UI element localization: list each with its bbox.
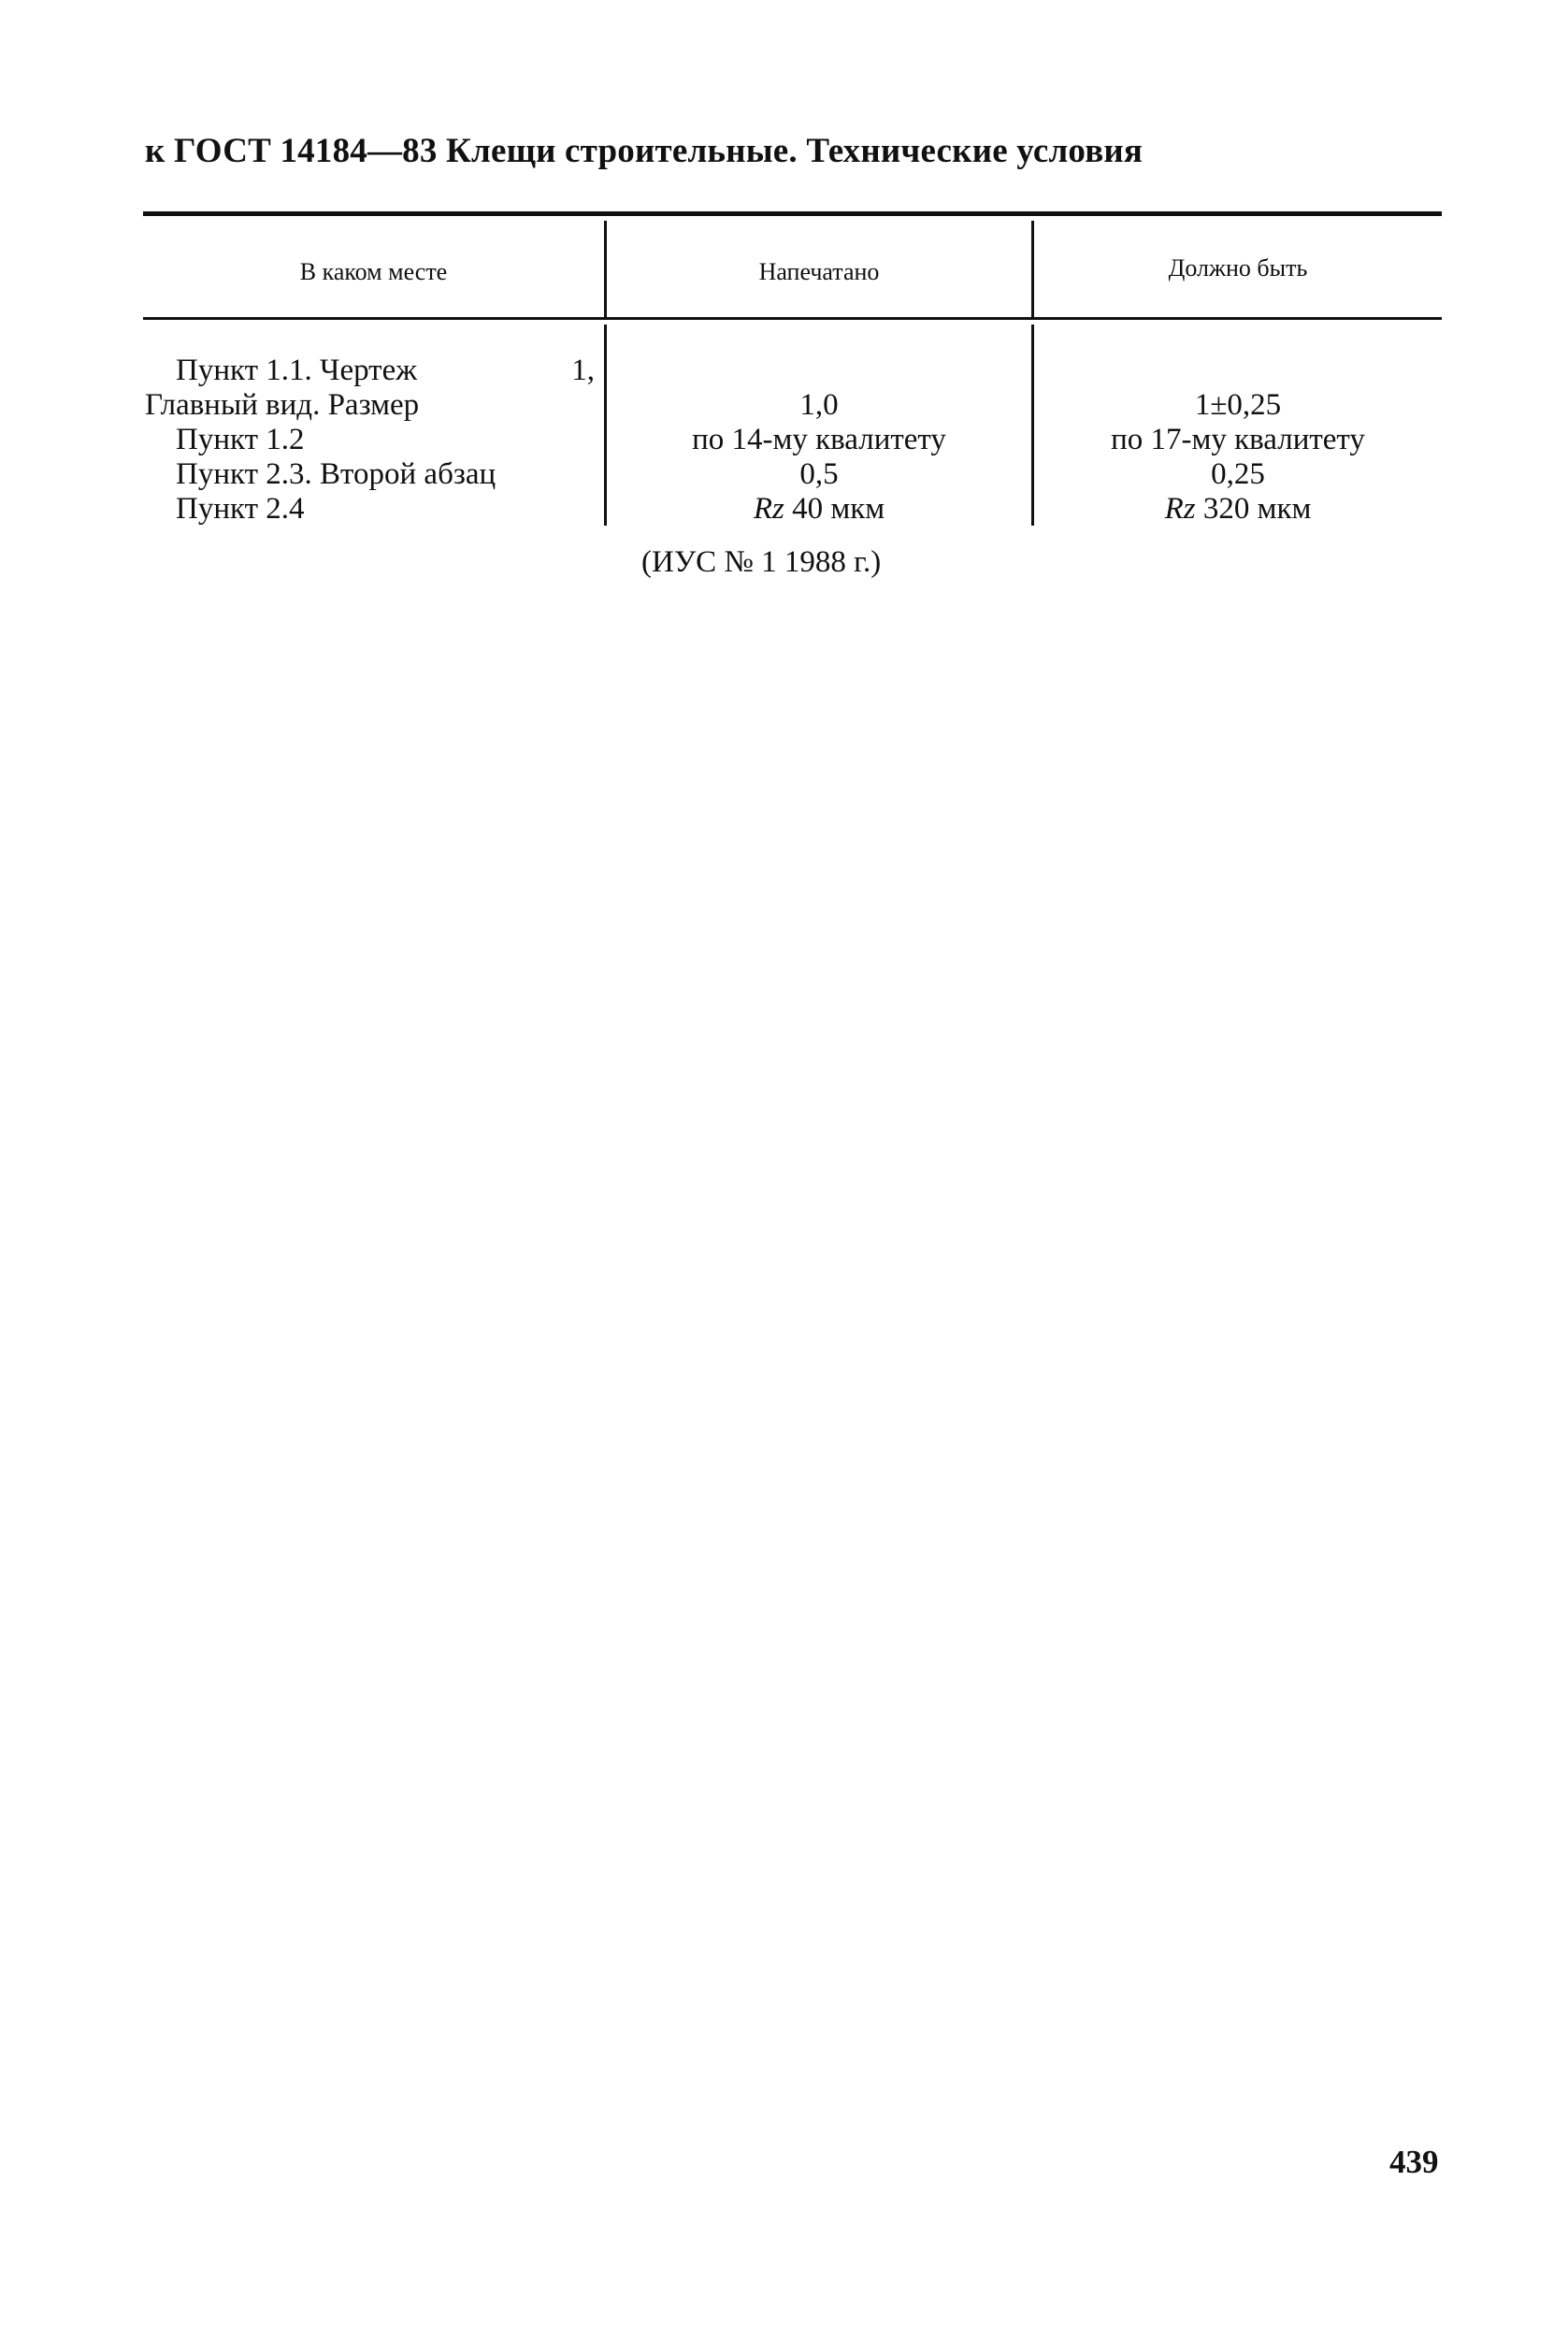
table-row-2-place: Пункт 1.2 xyxy=(176,423,305,456)
page-number: 439 xyxy=(1389,2144,1439,2180)
table-row-2-printed: по 14-му квалитету xyxy=(692,423,946,456)
source-note: (ИУС № 1 1988 г.) xyxy=(641,545,882,579)
table-row-1-place-line1-left: Пункт 1.1. Чертеж xyxy=(176,354,418,387)
table-row-3-printed: 0,5 xyxy=(799,457,839,491)
table-row-4-should-be-value: 320 мкм xyxy=(1195,492,1312,526)
table-row-4-printed-value: 40 мкм xyxy=(784,492,885,526)
table-row-4-printed xyxy=(608,492,1030,526)
table-row-4-should-be xyxy=(1034,492,1442,526)
table-row-4-place: Пункт 2.4 xyxy=(176,492,305,526)
table-row-1-place-line1-right: 1, xyxy=(571,354,595,387)
table-row-1-printed: 1,0 xyxy=(799,388,839,422)
table-row-3-place: Пункт 2.3. Второй абзац xyxy=(176,457,496,491)
header-place: В каком месте xyxy=(299,258,448,285)
table-top-rule xyxy=(143,211,1442,216)
table-header-rule xyxy=(143,317,1442,320)
column-divider-1-body xyxy=(604,325,607,526)
table-row-1-should-be: 1±0,25 xyxy=(1194,388,1282,422)
header-should-be: Должно быть xyxy=(1168,254,1308,282)
document-title: к ГОСТ 14184—83 Клещи строительные. Технические условия xyxy=(145,132,1144,170)
table-row-1-place-line1 xyxy=(176,354,595,387)
table-row-1-place-line2: Главный вид. Размер xyxy=(145,388,420,422)
table-row-4-printed-prefix: Rz xyxy=(753,492,784,526)
header-printed: Напечатано xyxy=(758,258,880,285)
table-row-2-should-be: по 17-му квалитету xyxy=(1111,423,1365,456)
table-row-4-should-be-prefix: Rz xyxy=(1164,492,1196,526)
table-row-3-should-be: 0,25 xyxy=(1211,457,1265,491)
